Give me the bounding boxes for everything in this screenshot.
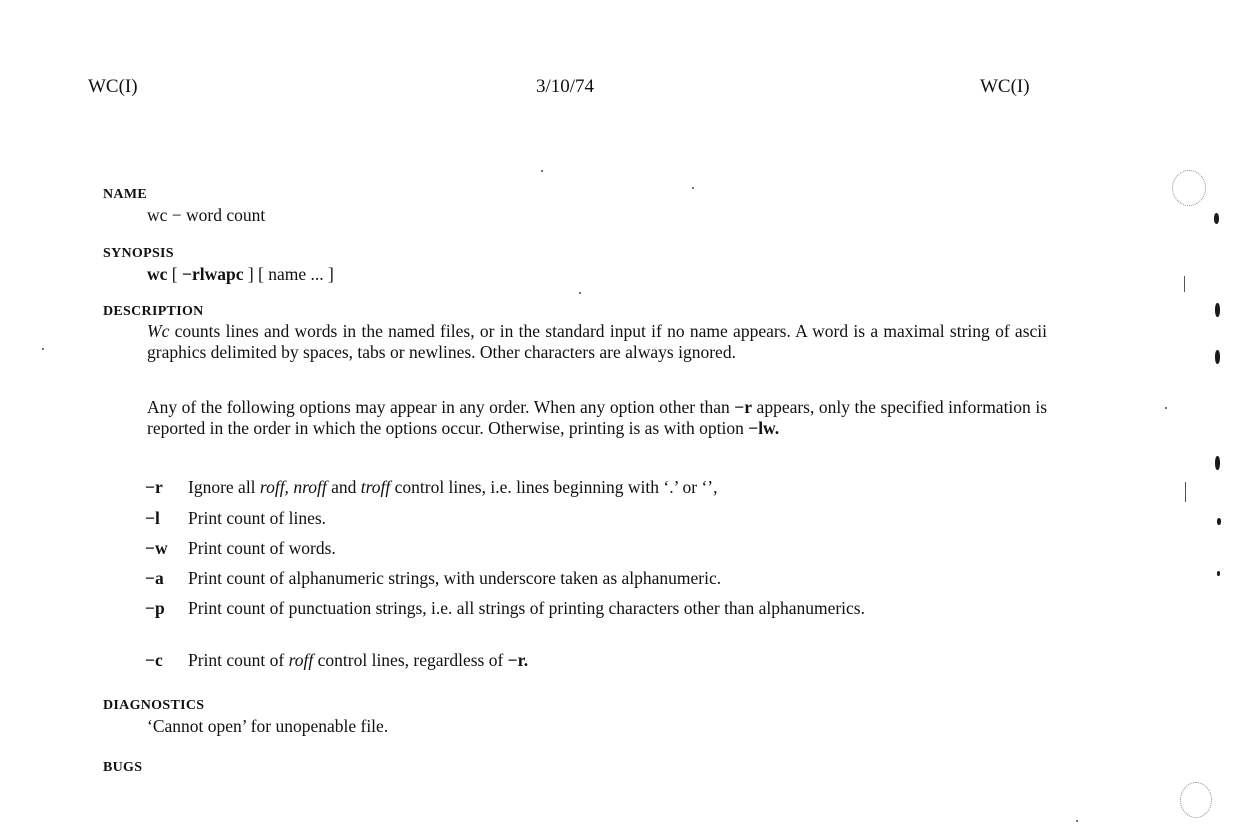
option-c-r: −r. [507, 650, 529, 670]
description-paragraph-2 [147, 397, 1047, 439]
option-w-key: −w [145, 538, 168, 558]
option-p-key: −p [145, 598, 165, 618]
p1-text: counts lines and words in the named files, or in the standard input if no name appears. A word is a maximal string of ascii graphics delimited by spaces, tabs or newlines. Other characters are always ignored. [147, 321, 1047, 362]
option-r-a: Ignore all [188, 477, 260, 497]
margin-mark [1215, 350, 1220, 364]
diagnostics-text: ‘Cannot open’ for unopenable file. [147, 716, 389, 736]
description-paragraph-1 [147, 321, 1047, 363]
speck [541, 170, 543, 172]
nroff-italic: nroff [288, 477, 327, 497]
speck [42, 348, 44, 350]
name-sep: − [167, 205, 187, 225]
option-a-text: Print count of alphanumeric strings, with underscore taken as alphanumeric. [188, 568, 722, 588]
option-r-c: control lines, i.e. lines beginning with ‘.’ or ‘’, [390, 477, 718, 497]
option-c-a: Print count of [188, 650, 289, 670]
p2-lw: −lw. [748, 418, 780, 438]
option-l-text: Print count of lines. [188, 508, 327, 528]
option-w-text: Print count of words. [188, 538, 336, 558]
header-date: 3/10/74 [536, 76, 595, 97]
option-p-text: Print count of punctuation strings, i.e. all strings of printing characters other than alphanumerics. [188, 598, 865, 618]
margin-mark [1215, 303, 1220, 317]
option-l-key: −l [145, 508, 160, 528]
section-synopsis-heading: SYNOPSIS [103, 246, 174, 261]
section-description-heading: DESCRIPTION [103, 304, 204, 319]
speck [1076, 820, 1078, 822]
synopsis-flags: −rlwapc [181, 264, 244, 284]
option-r-key: −r [145, 477, 163, 497]
speck [692, 187, 694, 189]
header-left: WC(I) [88, 76, 138, 97]
option-r-text [188, 477, 1048, 498]
option-r-b: and [326, 477, 361, 497]
margin-stroke [1184, 276, 1185, 292]
roff-italic-2: roff [288, 650, 314, 670]
synopsis-rest: ] [ name ... ] [243, 264, 334, 284]
margin-stroke [1185, 482, 1186, 502]
section-diagnostics-heading: DIAGNOSTICS [103, 698, 205, 713]
name-cmd: wc [147, 205, 168, 225]
option-c-key: −c [145, 650, 163, 670]
margin-mark [1217, 518, 1221, 525]
wc-italic: Wc [147, 321, 170, 341]
p2-r: −r [734, 397, 753, 417]
margin-mark [1217, 571, 1220, 576]
roff-italic: roff, [259, 477, 289, 497]
section-name-heading: NAME [103, 187, 147, 202]
margin-mark [1215, 456, 1220, 470]
option-c-text [188, 650, 1048, 671]
troff-italic: troff [360, 477, 391, 497]
binder-hole-mark [1172, 170, 1206, 206]
synopsis-open: [ [167, 264, 182, 284]
option-a-key: −a [145, 568, 164, 588]
option-c-b: control lines, regardless of [313, 650, 508, 670]
margin-mark [1214, 213, 1219, 224]
speck [1165, 407, 1167, 409]
speck [579, 292, 581, 294]
header-right: WC(I) [980, 76, 1030, 97]
name-desc: word count [186, 205, 266, 225]
synopsis-line [147, 264, 1047, 285]
name-line [147, 205, 1047, 226]
synopsis-cmd: wc [147, 264, 168, 284]
p2-b: appears, only the specified information is reported in the order in which the options occur. Otherwise, printing is as with option [147, 397, 1048, 438]
p2-a: Any of the following options may appear in any order. When any option other than [147, 397, 735, 417]
section-bugs-heading: BUGS [103, 760, 143, 775]
binder-hole-mark [1180, 782, 1212, 818]
